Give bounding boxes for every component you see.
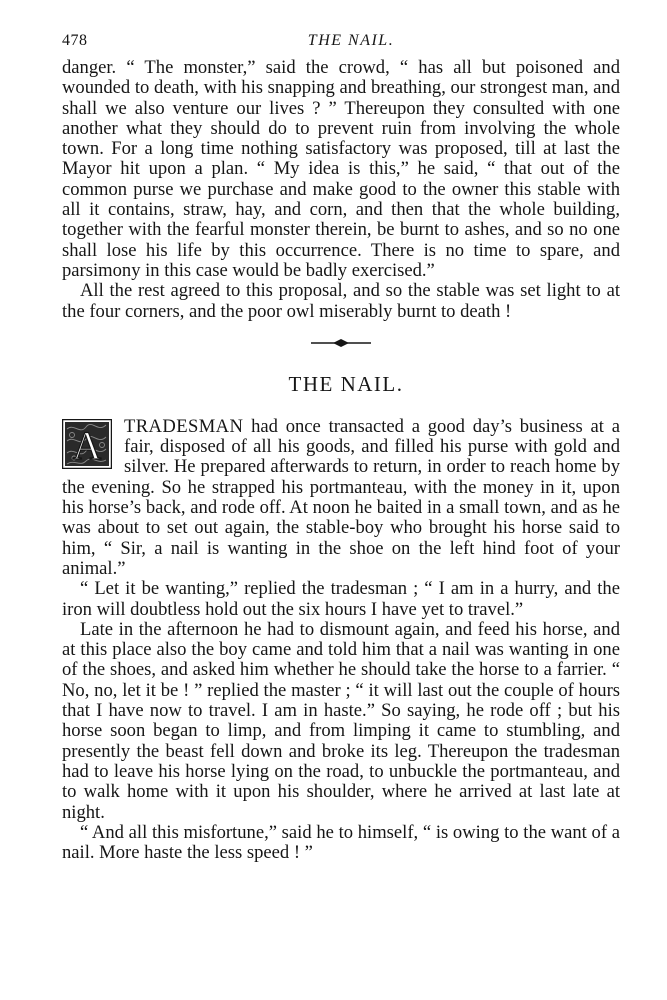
running-header: [62, 28, 620, 58]
drop-cap-letter: A: [72, 422, 102, 468]
story-end-paragraph: danger. “ The monster,” said the crowd, “ has all but poisoned and wounded to death, with his snapping and breathing, our strongest man, and shall we also venture our lives ? ” Thereupon they consulted with one another what they should do to prevent ruin from involving the whole town. For a long time nothing satisfactory was proposed, till at last the Mayor hit upon a plan. “ My idea is this,” he said, “ that out of the common purse we purchase and make good to the owner this stable with all it contains, straw, hay, and corn, and then that the whole building, together with the fearful monster therein, be burnt to ashes, and so no one shall lose his life by this occurrence. There is no time to spare, and parsimony in this case would be badly exercised.”: [62, 57, 620, 281]
section-title: THE NAIL.: [288, 371, 404, 396]
drop-cap-icon: [62, 419, 112, 469]
section-paragraph: “ And all this misfortune,” said he to himself, “ is owing to the want of a nail. More haste the less speed ! ”: [62, 821, 620, 864]
page-number: 478: [62, 32, 88, 49]
running-title: THE NAIL.: [307, 32, 395, 49]
section-paragraph: Late in the afternoon he had to dismount again, and feed his horse, and at this place also the boy came and told him that a nail was wanting in one of the shoes, and asked him whether he should take the horse to a farrier. “ No, no, let it be ! ” replied the master ; “ it will last out the couple of hours that I have now to travel. I am in haste.” So saying, he rode off ; but his horse soon began to limp, and from limping it came to stumbling, and presently the beast fell down and broke its leg. Thereupon the tradesman had to leave his horse lying on the road, to unbuckle the portmanteau, and to walk home with it upon his shoulder, where he arrived at last late at night.: [62, 618, 620, 823]
section-paragraph: “ Let it be wanting,” replied the tradesman ; “ I am in a hurry, and the iron will doubtless hold out the six hours I have yet to travel.”: [62, 578, 620, 620]
divider-ornament-icon: [62, 326, 620, 360]
book-page: [62, 28, 620, 863]
opening-smallcaps-word: TRADESMAN: [124, 415, 244, 437]
section-opening-paragraph: [62, 417, 620, 579]
story-end-paragraph: All the rest agreed to this proposal, and so the stable was set light to at the four corners, and the poor owl miserably burnt to death !: [62, 280, 620, 322]
opening-text: had once transacted a good day’s business at a fair, disposed of all his goods, and filled his purse with gold and silver. He prepared afterwards to return, in order to reach home by the evening. So he strapped his portmanteau, with the money in it, upon his horse’s back, and rode off. At noon he baited in a small town, and as he was about to set out again, the stable-boy who brought his horse said to him, “ Sir, a nail is wanting in the shoe on the left hind foot of your animal.”: [62, 415, 620, 579]
